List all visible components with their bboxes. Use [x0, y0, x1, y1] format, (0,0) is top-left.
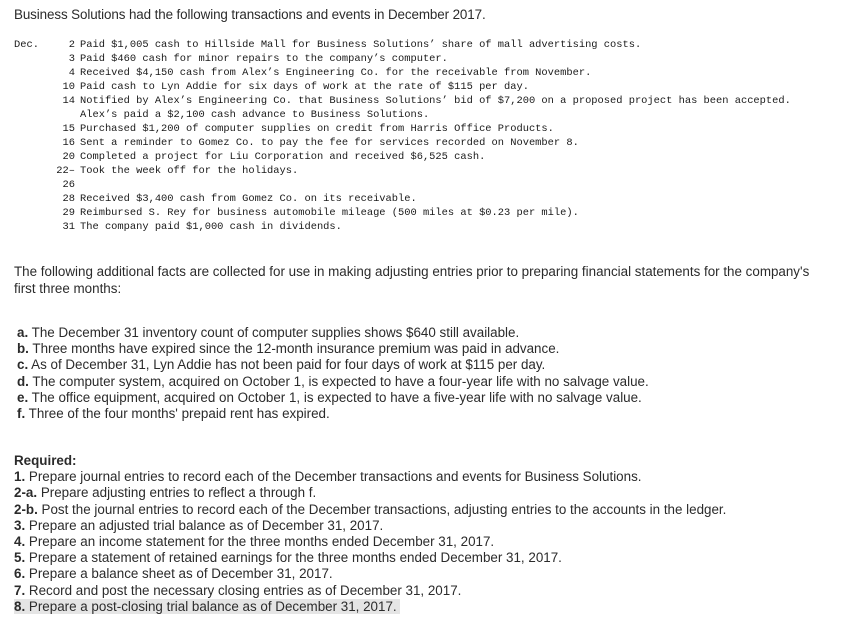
transaction-text: Received $3,400 cash from Gomez Co. on its receivable. — [80, 193, 417, 205]
transaction-day: 4 — [68, 67, 75, 79]
transaction-day: 2 — [68, 39, 75, 51]
required-label: 2-b. — [14, 501, 38, 517]
transaction-day: 31 — [62, 221, 75, 233]
transaction-text: Took the week off for the holidays. — [80, 165, 299, 177]
fact-text: The office equipment, acquired on October 1, is expected to have a five-year life with no salvage value. — [31, 389, 642, 405]
fact-item — [17, 390, 649, 406]
transaction-day: 26 — [62, 179, 75, 191]
intro-text: Business Solutions had the following transactions and events in December 2017. — [14, 7, 486, 22]
fact-text: Three of the four months' prepaid rent has expired. — [28, 406, 330, 422]
required-section — [14, 453, 726, 615]
required-text: Prepare journal entries to record each of the December transactions and events for Business Solutions. — [28, 469, 642, 485]
transaction-text: Notified by Alex’s Engineering Co. that Business Solutions’ bid of $7,200 on a proposed project has been accepted. Alex’s paid a $2,100 cash advance to Business Solutions. — [80, 95, 791, 121]
required-item — [14, 534, 726, 550]
required-text: Prepare an income statement for the three months ended December 31, 2017. — [28, 534, 495, 550]
transaction-day: 28 — [62, 193, 75, 205]
transaction-day: 29 — [62, 207, 75, 219]
required-text: Prepare an adjusted trial balance as of December 31, 2017. — [28, 517, 384, 533]
fact-label: d. — [17, 373, 29, 389]
required-item — [14, 599, 726, 615]
required-text: Prepare a balance sheet as of December 31, 2017. — [28, 566, 333, 582]
transaction-day: 22– — [56, 165, 75, 177]
required-item — [14, 518, 726, 534]
transaction-row — [44, 206, 824, 220]
transaction-day: 15 — [62, 123, 75, 135]
required-text: Prepare a post-closing trial balance as of December 31, 2017. — [28, 598, 397, 614]
required-label: 2-a. — [14, 485, 38, 501]
required-label: 1. — [14, 469, 26, 485]
transaction-row — [44, 38, 824, 52]
required-text: Post the journal entries to record each of the December transactions, adjusting entries to the accounts in the ledger. — [41, 501, 727, 517]
required-item — [14, 550, 726, 566]
required-label: 5. — [14, 550, 26, 566]
fact-item — [17, 357, 649, 373]
required-item — [14, 485, 726, 501]
transaction-row — [44, 52, 824, 66]
transaction-row — [44, 122, 824, 136]
transaction-day: 20 — [62, 151, 75, 163]
transaction-text: Paid $1,005 cash to Hillside Mall for Business Solutions’ share of mall advertising costs. — [80, 39, 642, 51]
fact-item — [17, 341, 649, 357]
required-label: 6. — [14, 566, 26, 582]
transaction-day: 10 — [62, 81, 75, 93]
required-label: 4. — [14, 534, 26, 550]
transaction-row — [44, 192, 824, 206]
fact-label: f. — [17, 406, 26, 422]
fact-text: As of December 31, Lyn Addie has not been paid for four days of work at $115 per day. — [31, 357, 546, 373]
required-text: Record and post the necessary closing entries as of December 31, 2017. — [28, 582, 462, 598]
required-label: 7. — [14, 582, 26, 598]
transaction-text: Paid cash to Lyn Addie for six days of work at the rate of $115 per day. — [80, 81, 529, 93]
transaction-row — [44, 94, 824, 122]
required-item — [14, 469, 726, 485]
required-label: 3. — [14, 517, 26, 533]
transaction-row — [44, 150, 824, 164]
transactions-month: Dec. — [14, 39, 39, 51]
facts-intro-text: The following additional facts are collected for use in making adjusting entries prior to preparing financial statements for the company's first three months: — [14, 264, 810, 296]
transaction-row — [44, 136, 824, 150]
fact-text: The computer system, acquired on October 1, is expected to have a four-year life with no salvage value. — [32, 373, 649, 389]
transaction-row — [44, 178, 824, 192]
transaction-day: 14 — [62, 95, 75, 107]
fact-item — [17, 406, 649, 422]
transaction-text: Sent a reminder to Gomez Co. to pay the fee for services recorded on November 8. — [80, 137, 579, 149]
transaction-row — [44, 164, 824, 178]
fact-label: c. — [17, 357, 29, 373]
fact-label: e. — [17, 389, 29, 405]
transaction-row — [44, 66, 824, 80]
fact-item — [17, 325, 649, 341]
required-text: Prepare adjusting entries to reflect a through f. — [40, 485, 317, 501]
required-label: 8. — [14, 598, 26, 614]
adjusting-facts-list — [17, 325, 649, 422]
transaction-text: Reimbursed S. Rey for business automobile mileage (500 miles at $0.23 per mile). — [80, 207, 579, 219]
required-item — [14, 502, 726, 518]
transaction-text: Received $4,150 cash from Alex’s Engineering Co. for the receivable from November. — [80, 67, 592, 79]
fact-text: Three months have expired since the 12-month insurance premium was paid in advance. — [32, 341, 560, 357]
fact-label: a. — [17, 325, 29, 340]
highlighted-selection — [14, 599, 400, 614]
transaction-day: 3 — [68, 53, 75, 65]
transaction-day: 16 — [62, 137, 75, 149]
transaction-text: Completed a project for Liu Corporation and received $6,525 cash. — [80, 151, 486, 163]
transaction-text: Purchased $1,200 of computer supplies on credit from Harris Office Products. — [80, 123, 554, 135]
transaction-text — [80, 178, 815, 192]
transaction-row — [44, 220, 824, 234]
required-text: Prepare a statement of retained earnings for the three months ended December 31, 2017. — [28, 550, 562, 566]
fact-text: The December 31 inventory count of computer supplies shows $640 still available. — [31, 325, 520, 340]
required-heading: Required: — [14, 453, 77, 468]
fact-label: b. — [17, 341, 29, 357]
required-item — [14, 566, 726, 582]
fact-item — [17, 374, 649, 390]
transaction-text: The company paid $1,000 cash in dividends. — [80, 221, 342, 233]
required-item — [14, 583, 726, 599]
transaction-row — [44, 80, 824, 94]
transaction-text: Paid $460 cash for minor repairs to the company’s computer. — [80, 53, 448, 65]
